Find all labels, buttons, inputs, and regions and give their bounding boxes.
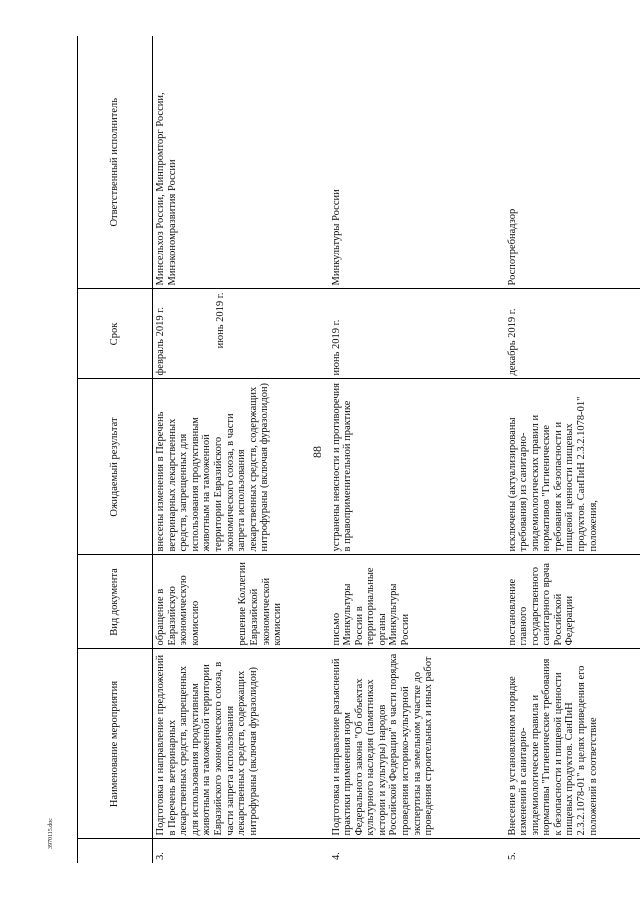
row-name: Подготовка и направление разъяснений практики применения норм Федерального закона "Об объектах культурного наследия (памятниках истории и культуры) народов Российской Федерации" в части порядка проведения историко-культурной экспертизы на земельном участке до проведения строительных и иных работ [329,649,505,839]
row-number: 3. [155,852,166,860]
rotated-table-container [77,36,599,863]
table-row [153,36,329,863]
row-expected-result: внесены изменения в Перечень ветеринарных лекарственных средств, запрещенных для использования продуктивным животным на таможенной территории Евразийского экономического союза, в части запрета использования лекарственных средств, содержащих нитрофураны (включая фуразолидон) [153,379,329,555]
row-doc-type-secondary: решение Коллегии Евразийской экономической комиссии [237,562,284,646]
row-name: Внесение в установленном порядке изменений в санитарно-эпидемиологические правила и нормативы "Гигиенические требования к безопасности и пищевой ценности пищевых продуктов. СанПиН 2.3.2.1078-01" в целях приведения его положений в соответствие [505,649,640,839]
row-deadline [153,289,329,379]
table-header-row [78,36,153,863]
row-deadline-primary: февраль 2019 г. [155,307,166,376]
row-deadline: июнь 2019 г. [329,289,505,379]
header-deadline: Срок [78,289,153,379]
row-expected-result: устранены неясности и противоречия в правоприменительной практике [329,379,505,555]
row-number: 5. [506,852,518,860]
header-num [78,839,153,863]
row-doc-type: постановление главного государственного санитарного врача Российской Федерации [505,555,640,649]
row-executor: Минсельхоз России, Минпромторг России, Минэкономразвития России [153,36,329,289]
row-expected-result: исключены (актуализированы требования) из санитарно-эпидемиологических правил и нормативов "Гигиенические требования к безопасности и пищевой ценности пищевых продуктов. СанПиН 2.3.2.1078-01" положения, [505,379,640,555]
table-row [329,36,505,863]
row-number: 4. [330,852,342,860]
row-deadline-secondary: июнь 2019 г. [214,292,226,349]
row-deadline: декабрь 2019 г. [505,289,640,379]
document-footer: 3970115.doc [48,818,54,849]
header-name: Наименование мероприятия [78,649,153,839]
page-number: 88 [310,446,324,458]
row-doc-type [153,555,329,649]
header-expected-result: Ожидаемый результат [78,379,153,555]
header-executor: Ответственный исполнитель [78,36,153,289]
header-doc-type: Вид документа [78,555,153,649]
row-name: Подготовка и направление предложений в Перечень ветеринарных лекарственных средств, запрещенных для использования продуктивным животным на таможенной территории Евразийского экономического союза, в части запрета использования лекарственных средств, содержащих нитрофураны (включая фуразолидон) [153,649,329,839]
action-plan-table [77,36,640,863]
row-doc-type-primary: обращение в Евразийскую экономическую комиссию [155,575,201,646]
row-executor: Минкультуры России [329,36,505,289]
row-executor: Роспотребнадзор [505,36,640,289]
row-doc-type: письмо Минкультуры России в территориальные органы Минкультуры России [329,555,505,649]
table-row [505,36,640,863]
